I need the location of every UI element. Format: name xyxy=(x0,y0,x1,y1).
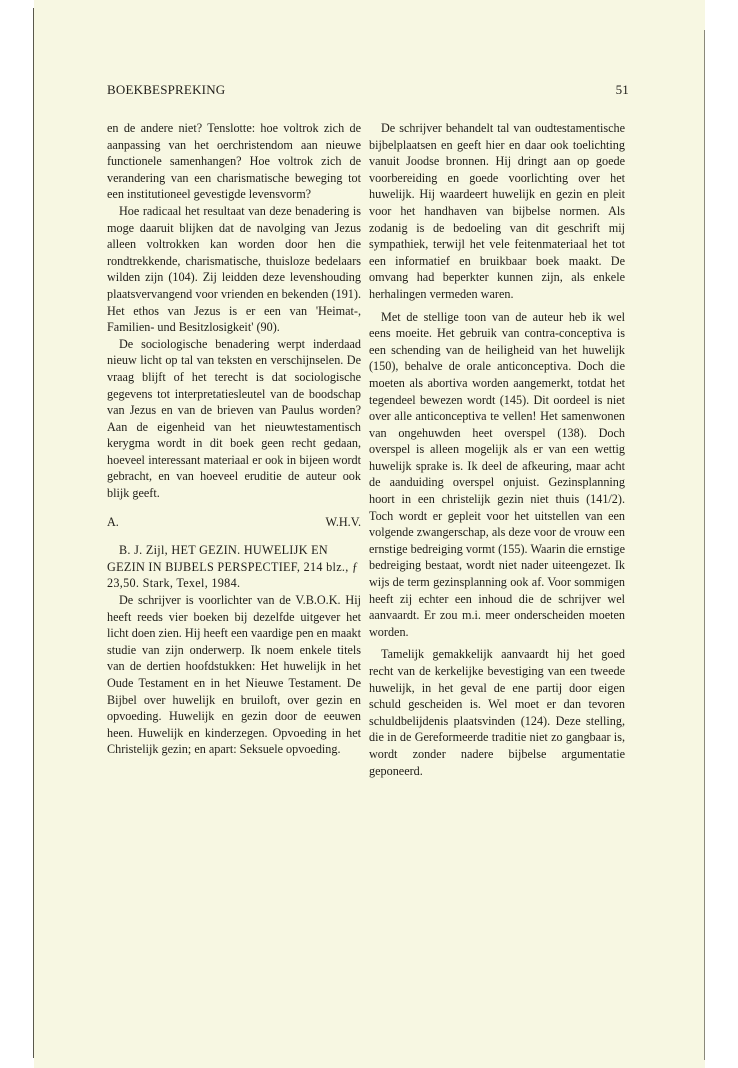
review-signature xyxy=(107,514,361,531)
book-citation-text: B. J. Zijl, HET GEZIN. HUWELIJK EN GEZIN IN BIJBELS PERSPECTIEF, 214 blz., ƒ 23,50. Stark, Texel, 1984. xyxy=(107,543,359,591)
running-header xyxy=(107,82,629,102)
page-number: 51 xyxy=(615,82,629,97)
paragraph: Hoe radicaal het resultaat van deze benadering is moge daaruit blijken dat de navolging van Jezus alleen voltrokken kan worden door hen die rondtrekkende, charismatische, thuisloze bedelaars wilden zijn (104). Zij leidden deze levenshouding plaatsvervangend voor vrienden en bekenden (191). Het ethos van Jezus is er een van 'Heimat-, Familien- und Besitzlosigkeit' (90). xyxy=(107,203,361,335)
section-title: BOEKBESPREKING xyxy=(107,82,226,97)
paragraph: De sociologische benadering werpt inderdaad nieuw licht op tal van teksten en verschijnselen. De vraag blijft of het terecht is dat sociologische gegevens tot interpretatiesleutel van de boodschap van Jezus en van de brieven van Paulus worden? Aan de eigenheid van het nieuwtestamentisch kerygma wordt in dit boek geen recht gedaan, hoeveel interessant materiaal er ook in bijeen wordt gebracht, en van hoeveel eruditie de auteur ook blijk geeft. xyxy=(107,336,361,501)
right-column xyxy=(369,120,625,779)
left-column xyxy=(107,120,361,758)
paragraph: Tamelijk gemakkelijk aanvaardt hij het goed recht van de kerkelijke bevestiging van een tweede huwelijk, in het geval de ene partij door eigen schuld gescheiden is. Wel moet er dan tevoren schuldbelijdenis plaatsvinden (124). Deze stelling, die in de Gereformeerde traditie niet zo gangbaar is, wordt zonder nadere bijbelse argumentatie geponeerd. xyxy=(369,647,625,778)
page-edge-right xyxy=(704,30,705,1060)
page-edge-left xyxy=(33,8,34,1058)
book-citation xyxy=(107,542,361,592)
signature-location: A. xyxy=(107,514,119,529)
paragraph: De schrijver behandelt tal van oudtestamentische bijbelplaatsen en geeft hier en daar ook toelichting vanuit Joodse bronnen. Hij dringt aan op goede voorbereiding en goede voorlichting over het huwelijk. Hij waardeert huwelijk en gezin en pleit voor het handhaven van bijbelse normen. Als zodanig is de bedoeling van dit geschrift mij sympathiek, terwijl het vele feitenmateriaal het tot een informatief en bruikbaar boek maakt. De omvang had beperkter kunnen zijn, als enkele herhalingen vermeden waren. xyxy=(369,121,625,301)
signature-initials: W.H.V. xyxy=(325,514,361,529)
paragraph: De schrijver is voorlichter van de V.B.O.K. Hij heeft reeds vier boeken bij dezelfde uitgever het licht doen zien. Hij heeft een vaardige pen en maakt studie van zijn onderwerp. Ik noem enkele titels van de dertien hoofdstukken: Het huwelijk in het Oude Testament en in het Nieuwe Testament. De Bijbel over huwelijk en bruiloft, over gezin en opvoeding. Huwelijk en gezin door de eeuwen heen. Huwelijk en kinderzegen. Opvoeding in het Christelijk gezin; en apart: Seksuele opvoeding. xyxy=(107,593,361,757)
paragraph: Met de stellige toon van de auteur heb ik wel eens moeite. Het gebruik van contra-conceptiva is een schending van de heiligheid van het huwelijk (150), behalve de orale anticonceptiva. Doch die moeten als abortiva worden aangemerkt, totdat het tegendeel bewezen wordt (145). Dit oordeel is niet over alle anticonceptiva te vellen! Het samenwonen van ongehuwden heet overspel (138). Doch overspel is alleen mogelijk als er van een wettig huwelijk sprake is. Ik deel de afkeuring, maar acht de aanduiding overspel onjuist. Gezinsplanning hoort in een christelijk gezin niet thuis (141/2). Toch wordt er gepleit voor het uitstellen van een volgende zwangerschap, als deze voor de vrouw een ernstige bedreiging vormt (155). Waarin die ernstige bedreiging bestaat, wordt niet nader uiteengezet. Ik wijs de term gezinsplanning ook af. Voor sommigen heeft zij echter een inhoud die de schrijver wel aanvaardt. Er zou m.i. meer onderscheiden moeten worden. xyxy=(369,309,625,639)
paragraph: en de andere niet? Tenslotte: hoe voltrok zich de aanpassing van het oerchristendom aan nieuwe functionele samenhangen? Hoe voltrok zich de verandering van een charismatische beweging tot een institutioneel gevestigde levensvorm? xyxy=(107,121,361,202)
